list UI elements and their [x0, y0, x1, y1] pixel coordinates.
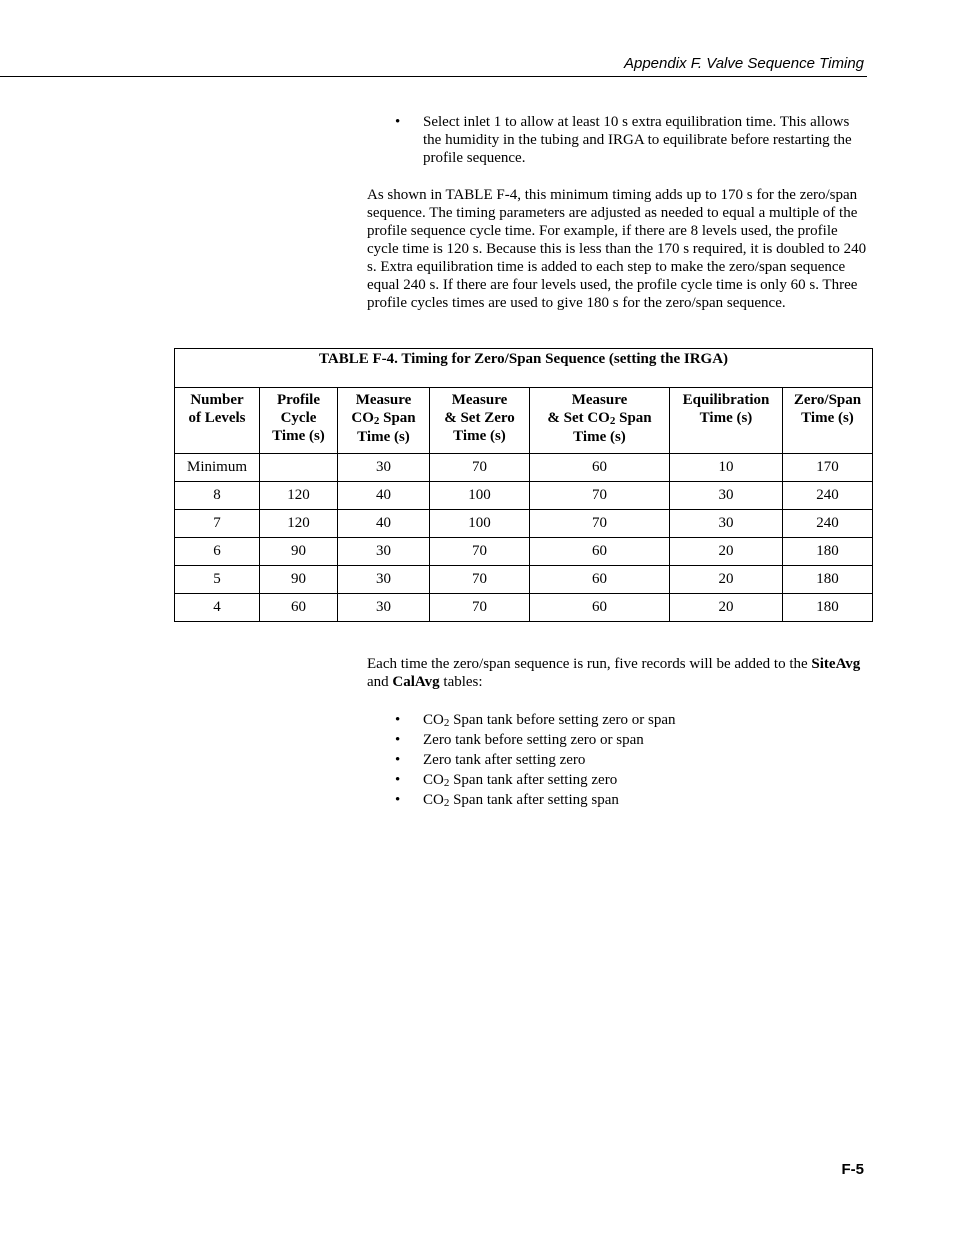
bullet-icon: •: [395, 114, 401, 130]
table-cell: 8: [175, 482, 260, 510]
table-cell: 30: [670, 482, 783, 510]
table-cell: [260, 454, 338, 482]
col-header-equilibration: Equilibration Time (s): [670, 388, 783, 454]
table-cell: 70: [430, 538, 530, 566]
table-cell: 30: [338, 454, 430, 482]
table-cell: 240: [783, 510, 873, 538]
table-cell: 180: [783, 566, 873, 594]
table-cell: 60: [530, 538, 670, 566]
table-cell: 30: [670, 510, 783, 538]
table-cell: 180: [783, 594, 873, 622]
table-cell: 7: [175, 510, 260, 538]
list-item: • CO2 Span tank after setting zero: [395, 772, 618, 789]
bullet-icon: •: [395, 792, 401, 808]
bullet-icon: •: [395, 752, 401, 768]
page-number: F-5: [841, 1161, 864, 1178]
list-item: [367, 113, 867, 167]
bullet-icon: •: [395, 772, 401, 788]
header-rule: [0, 76, 867, 77]
records-paragraph: Each time the zero/span sequence is run, five records will be added to the SiteAvg and CalAvg tables:: [367, 656, 861, 690]
list-item: • CO2 Span tank after setting span: [395, 792, 619, 809]
bullet-icon: •: [395, 712, 401, 728]
table-cell: 70: [530, 510, 670, 538]
table-cell: 40: [338, 510, 430, 538]
table-cell: 5: [175, 566, 260, 594]
list-item-text: Select inlet 1 to allow at least 10 s extra equilibration time. This allows the humidity in the tubing and IRGA to equilibrate before restarting the profile sequence.: [423, 114, 852, 166]
table-cell: 240: [783, 482, 873, 510]
siteavg-table-name: SiteAvg: [811, 656, 861, 672]
table-cell: 20: [670, 538, 783, 566]
list-item: • CO2 Span tank before setting zero or span: [395, 712, 676, 729]
table-cell: 100: [430, 510, 530, 538]
table-cell: Minimum: [175, 454, 260, 482]
table-caption: TABLE F-4. Timing for Zero/Span Sequence (setting the IRGA): [175, 349, 873, 388]
table-row: [175, 482, 873, 510]
table-cell: 20: [670, 594, 783, 622]
col-header-profile-cycle: Profile Cycle Time (s): [260, 388, 338, 454]
table-cell: 60: [530, 454, 670, 482]
table-cell: 6: [175, 538, 260, 566]
col-header-set-zero: Measure & Set Zero Time (s): [430, 388, 530, 454]
table-cell: 60: [530, 566, 670, 594]
table-row: [175, 538, 873, 566]
table-row: [175, 566, 873, 594]
body-paragraph: As shown in TABLE F-4, this minimum timing adds up to 170 s for the zero/span sequence. The timing parameters are adjusted as needed to equal a multiple of the profile sequence cycle time. For example, if there are 8 levels used, the profile cycle time is 120 s. Because this is less than the 170 s required, it is doubled to 240 s. Extra equilibration time is added to each step to make the zero/span sequence equal 240 s. If there are four levels used, the profile cycle time is only 60 s. Three profile cycles times are used to give 180 s for the zero/span sequence.: [367, 187, 867, 311]
table-cell: 60: [530, 594, 670, 622]
records-bullet-list: [367, 711, 867, 811]
table-cell: 70: [530, 482, 670, 510]
table-cell: 4: [175, 594, 260, 622]
timing-table: [174, 348, 873, 622]
list-item: • Zero tank after setting zero: [395, 752, 586, 768]
intro-bullet-list: [367, 113, 867, 167]
table-cell: 40: [338, 482, 430, 510]
table-row: [175, 510, 873, 538]
calavg-table-name: CalAvg: [392, 674, 440, 690]
col-header-set-co2-span: Measure & Set CO2 Span Time (s): [530, 388, 670, 454]
table-row: [175, 454, 873, 482]
table-cell: 60: [260, 594, 338, 622]
table-cell: 10: [670, 454, 783, 482]
table-cell: 70: [430, 566, 530, 594]
table-cell: 70: [430, 594, 530, 622]
table-cell: 30: [338, 538, 430, 566]
col-header-levels: Number of Levels: [175, 388, 260, 454]
table-row: [175, 594, 873, 622]
table-cell: 120: [260, 510, 338, 538]
table-cell: 30: [338, 594, 430, 622]
col-header-measure-co2-span: Measure CO2 Span Time (s): [338, 388, 430, 454]
bullet-icon: •: [395, 732, 401, 748]
table-cell: 120: [260, 482, 338, 510]
table-cell: 30: [338, 566, 430, 594]
table-cell: 90: [260, 538, 338, 566]
table-cell: 90: [260, 566, 338, 594]
table-cell: 20: [670, 566, 783, 594]
table-cell: 70: [430, 454, 530, 482]
col-header-zero-span: Zero/Span Time (s): [783, 388, 873, 454]
table-header-row: [175, 388, 873, 454]
table-cell: 180: [783, 538, 873, 566]
running-header: Appendix F. Valve Sequence Timing: [623, 55, 864, 72]
table-cell: 100: [430, 482, 530, 510]
list-item: • Zero tank before setting zero or span: [395, 732, 644, 748]
table-cell: 170: [783, 454, 873, 482]
